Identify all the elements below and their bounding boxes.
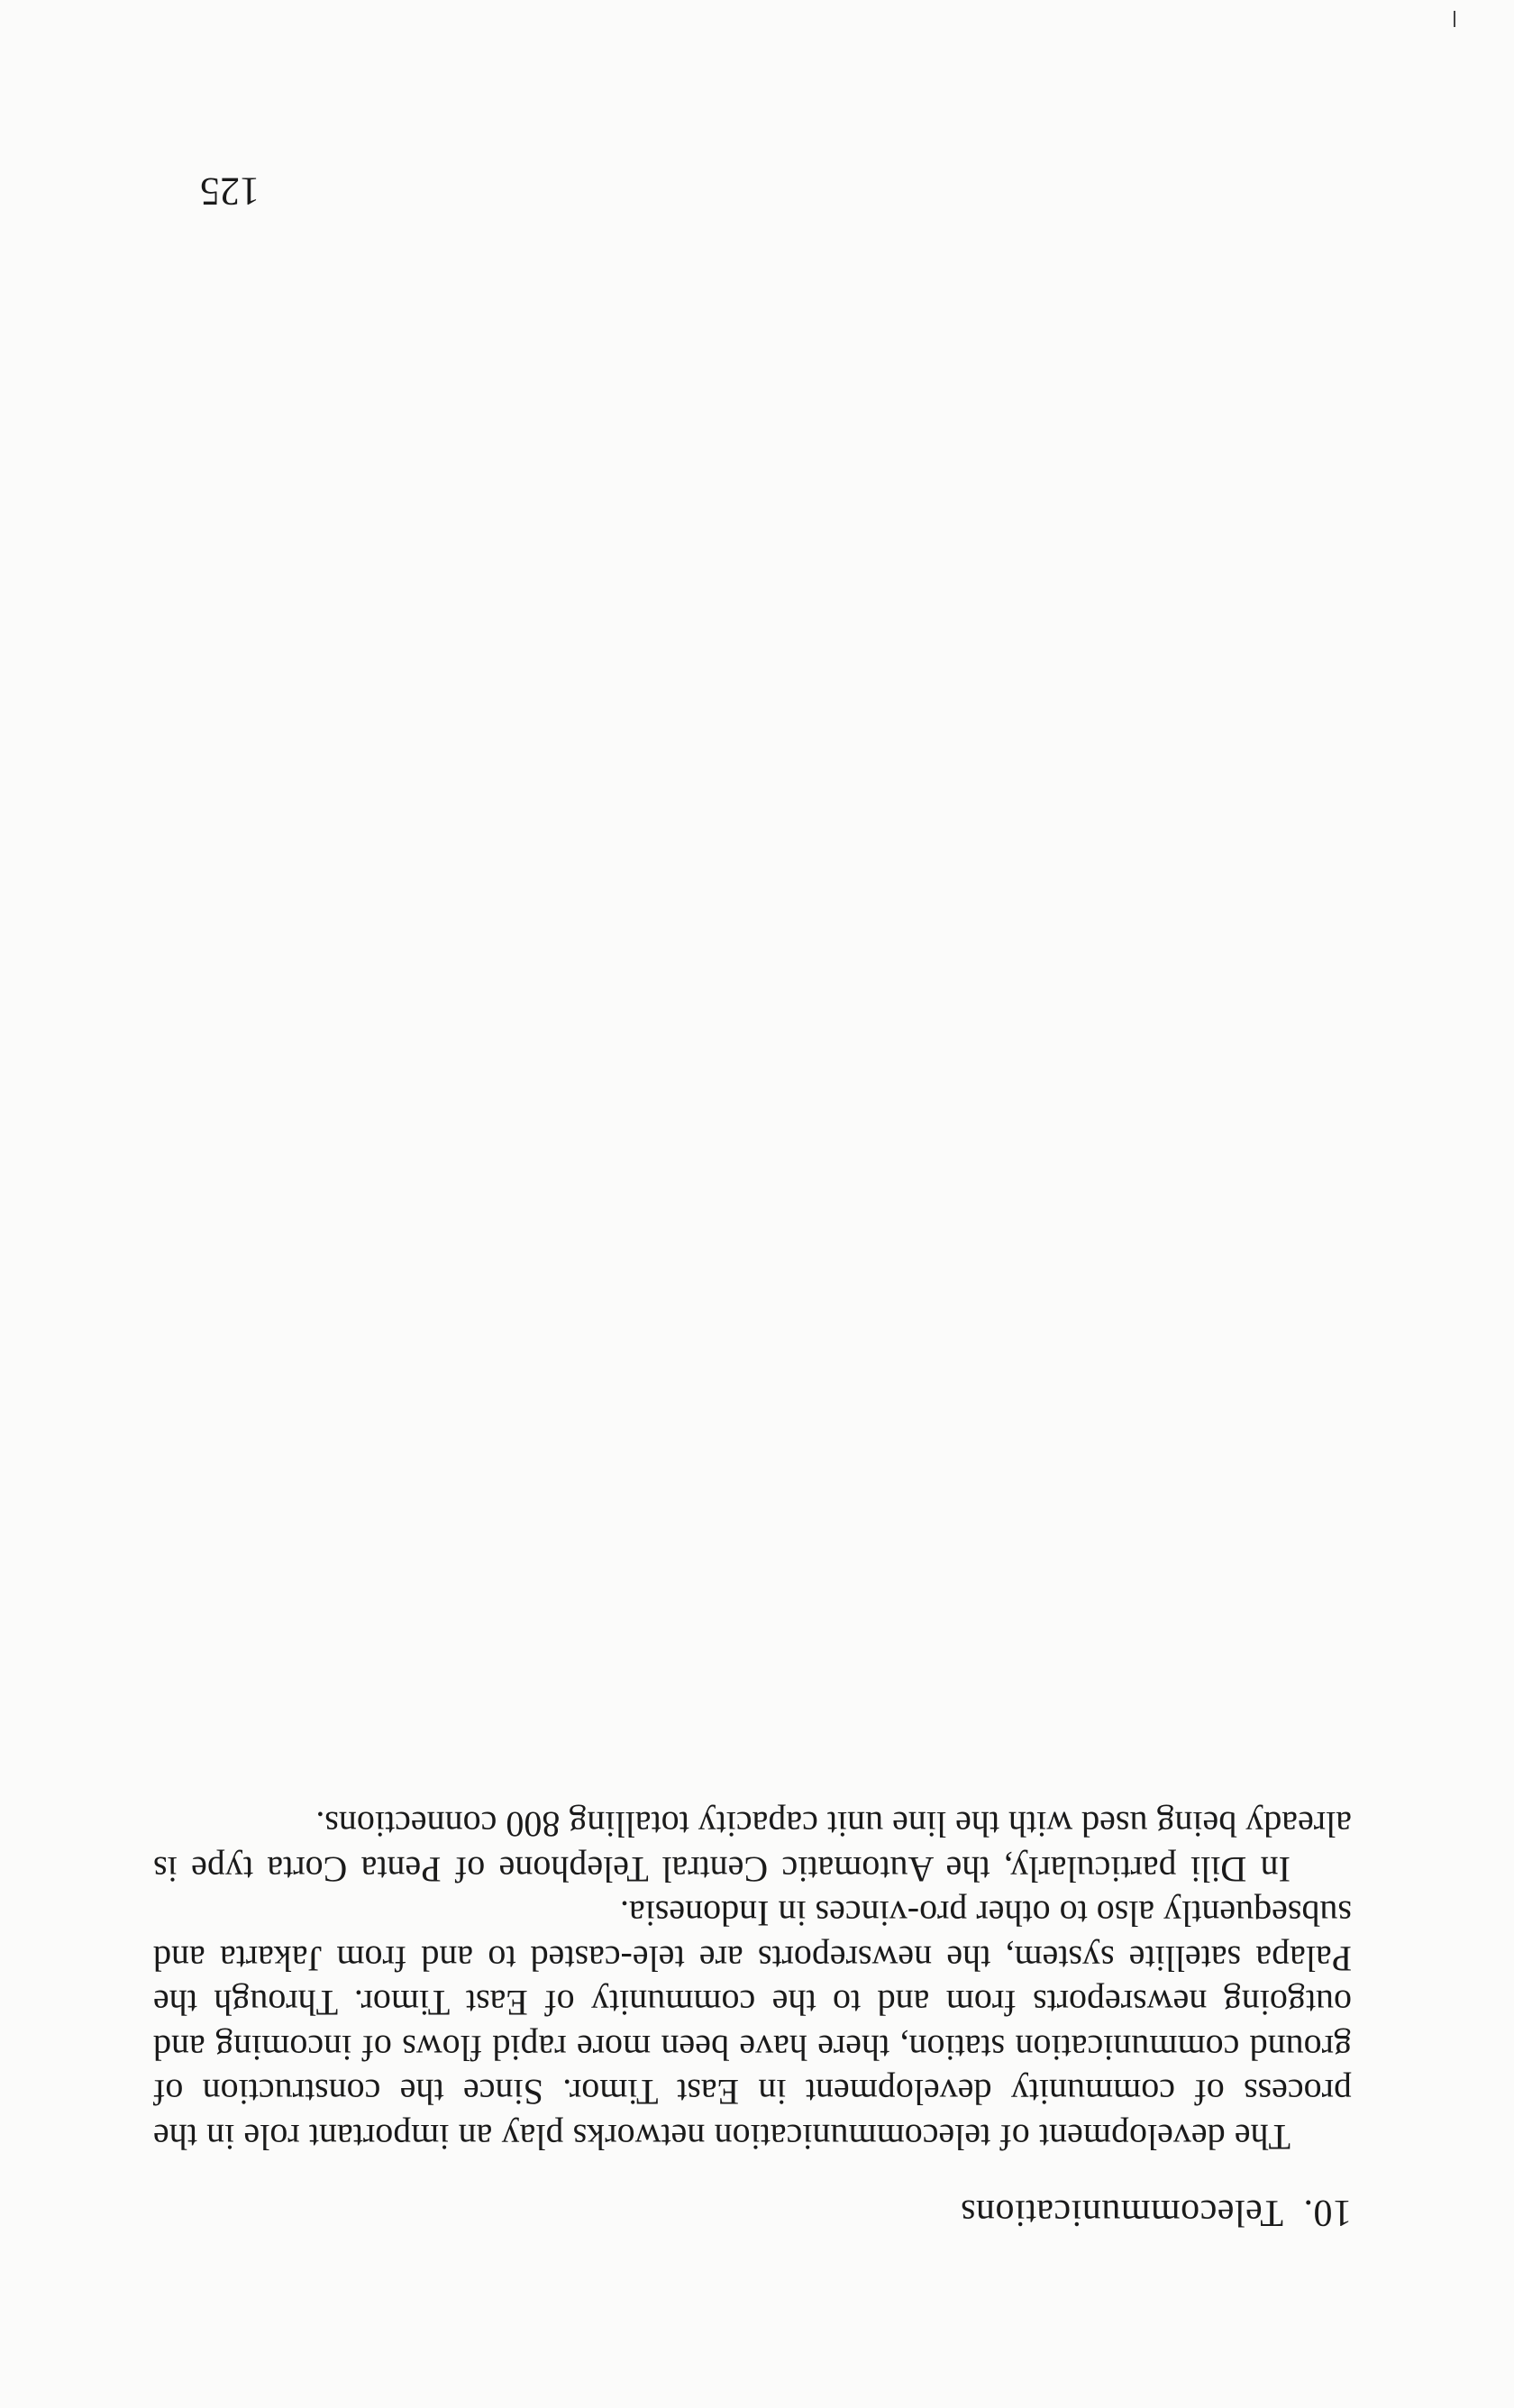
section-heading (961, 2191, 1352, 2234)
section-number: 10. (1303, 2192, 1352, 2233)
page-number: 125 (200, 169, 260, 214)
section-title: Telecommunications (960, 2192, 1283, 2233)
scan-edge-mark (1454, 11, 1455, 27)
paragraph-telecom-development: The development of telecommunication networks play an important role in the process of community development in East Timor. Since the construction of ground communication station, there have been more rapid flows of incoming and outgoing newsreports from and to the community of East Timor. Through the Palapa satellite system, the newsreports are tele-casted to and from Jakarta and subsequently also to other pro-vinces in Indonesia. (153, 1893, 1352, 2157)
paragraph-dili-telephone: In Dili particularly, the Automatic Central Telephone of Penta Corta type is already being used with the line unit capacity totalling 800 connections. (153, 1804, 1352, 1890)
body-text (153, 1802, 1352, 2159)
